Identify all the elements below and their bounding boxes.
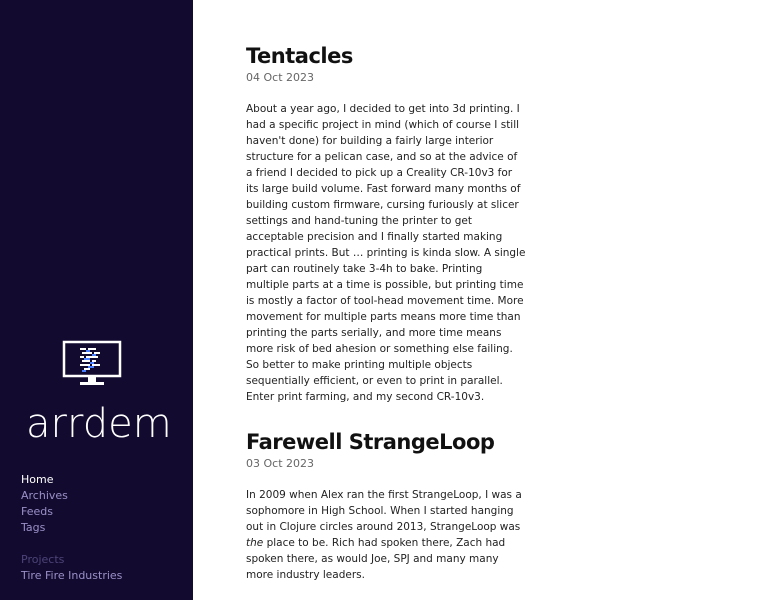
post-date: 04 Oct 2023	[246, 71, 315, 84]
nav-tire-fire-industries[interactable]: Tire Fire Industries	[21, 569, 123, 582]
post-body	[246, 487, 526, 583]
nav-projects[interactable]: Projects	[21, 553, 65, 566]
computer-code-icon[interactable]	[62, 340, 124, 388]
post-farewell-strangeloop	[246, 429, 526, 594]
nav-home[interactable]: Home	[21, 473, 54, 486]
site-title[interactable]: arrdem	[26, 401, 172, 447]
post-body: About a year ago, I decided to get into 3d printing. I had a specific project in mind (which of course I still haven't done) for building a fairly large interior structure for a pelican case, and so at the advice of a friend I decided to pick up a Creality CR-10v3 for its large build volume. Fast forward many months of building custom firmware, cursing furiously at slicer settings and hand-tuning the printer to get acceptable precision and I finally started making practical prints. But … printing is kinda slow. A single part can routinely take 3-4h to bake. Printing multiple parts at a time is possible, but printing time is mostly a factor of tool-head movement time. More movement for multiple parts means more time than printing the parts serially, and more time means more risk of bed ahesion or something else failing. So better to make printing multiple objects sequentially efficient, or even to print in parallel. Enter print farming, and my second CR-10v3.	[246, 103, 526, 403]
post-date: 03 Oct 2023	[246, 457, 315, 470]
post-title[interactable]: Farewell StrangeLoop	[246, 430, 495, 454]
nav-tags[interactable]: Tags	[21, 521, 46, 534]
nav-archives[interactable]: Archives	[21, 489, 68, 502]
post-tentacles	[246, 43, 526, 416]
post-title[interactable]: Tentacles	[246, 44, 353, 68]
nav-spacer	[21, 536, 122, 552]
post-body-text: In 2009 when Alex ran the first StrangeLoop, I was a sophomore in High School. When I started hanging out in Clojure circles around 2013, StrangeLoop was	[246, 489, 522, 533]
sidebar-nav	[21, 472, 122, 584]
sidebar	[0, 0, 193, 600]
post-body-text: place to be. Rich had spoken there, Zach had spoken there, as would Joe, SPJ and many many more industry leaders.	[246, 537, 506, 581]
post-body-emphasis: the	[246, 537, 264, 549]
nav-feeds[interactable]: Feeds	[21, 505, 53, 518]
